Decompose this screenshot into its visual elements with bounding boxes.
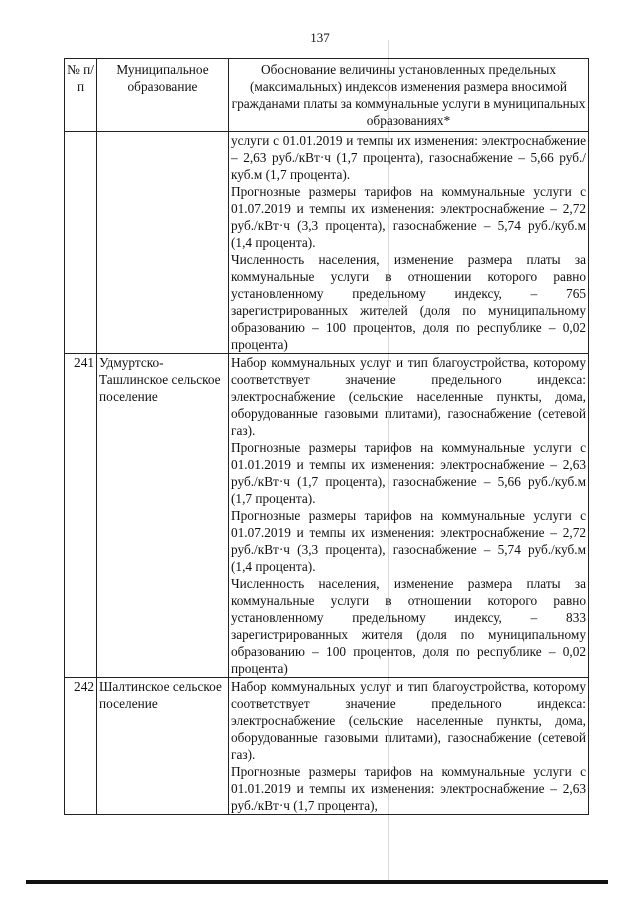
row-municipality: Удмуртско-Ташлинское сельское поселение xyxy=(97,354,229,678)
header-justification: Обоснование величины установленных предельных (максимальных) индексов изменения размера вносимой гражданами платы за коммунальные услуги в муниципальных образованиях* xyxy=(229,59,589,132)
paragraph: Прогнозные размеры тарифов на коммунальные услуги с 01.07.2019 и темпы их изменения: электроснабжение – 2,72 руб./кВт·ч (3,3 процента), газоснабжение – 5,74 руб./куб.м (1,4 процента). xyxy=(231,184,586,250)
header-municipality: Муниципальное образование xyxy=(97,59,229,132)
row-justification xyxy=(229,132,589,354)
paragraph: Набор коммунальных услуг и тип благоустройства, которому соответствует значение предельного индекса: электроснабжение (сельские населенные пункты, дома, оборудованные газовыми плитами), газоснабжение (сетевой газ). xyxy=(231,679,586,762)
paragraph: Численность населения, изменение размера платы за коммунальные услуги в отношении которого равно установленному предельному индексу, – 765 зарегистрированных жителей (доля по муниципальному образованию – 100 процентов, доля по республике – 0,02 процента) xyxy=(231,252,586,352)
tariff-table xyxy=(64,58,589,815)
row-number: 241 xyxy=(65,354,97,678)
row-municipality xyxy=(97,132,229,354)
paragraph: Прогнозные размеры тарифов на коммунальные услуги с 01.07.2019 и темпы их изменения: электроснабжение – 2,72 руб./кВт·ч (3,3 процента), газоснабжение – 5,74 руб./куб.м (1,4 процента). xyxy=(231,508,586,574)
header-num: № п/п xyxy=(65,59,97,132)
table-row xyxy=(65,354,589,678)
paragraph: Численность населения, изменение размера платы за коммунальные услуги в отношении которого равно установленному предельному индексу, – 833 зарегистрированных жителя (доля по муниципальному образованию – 100 процентов, доля по республике – 0,02 процента) xyxy=(231,576,586,676)
row-number: 242 xyxy=(65,678,97,815)
page-number: 137 xyxy=(310,30,330,45)
table-row xyxy=(65,678,589,815)
table-header-row xyxy=(65,59,589,132)
bottom-scan-bar xyxy=(26,880,608,884)
row-justification xyxy=(229,354,589,678)
paragraph: Прогнозные размеры тарифов на коммунальные услуги с 01.01.2019 и темпы их изменения: электроснабжение – 2,63 руб./кВт·ч (1,7 процента), xyxy=(231,764,586,813)
row-municipality: Шалтинское сельское поселение xyxy=(97,678,229,815)
table-row xyxy=(65,132,589,354)
row-justification xyxy=(229,678,589,815)
paragraph: Набор коммунальных услуг и тип благоустройства, которому соответствует значение предельного индекса: электроснабжение (сельские населенные пункты, дома, оборудованные газовыми плитами), газоснабжение (сетевой газ). xyxy=(231,355,586,438)
row-number xyxy=(65,132,97,354)
paragraph: Прогнозные размеры тарифов на коммунальные услуги с 01.01.2019 и темпы их изменения: электроснабжение – 2,63 руб./кВт·ч (1,7 процента), газоснабжение – 5,66 руб./куб.м (1,7 процента). xyxy=(231,440,586,506)
paragraph: услуги с 01.01.2019 и темпы их изменения: электроснабжение – 2,63 руб./кВт·ч (1,7 процента), газоснабжение – 5,66 руб./куб.м (1,7 процента). xyxy=(231,133,586,182)
